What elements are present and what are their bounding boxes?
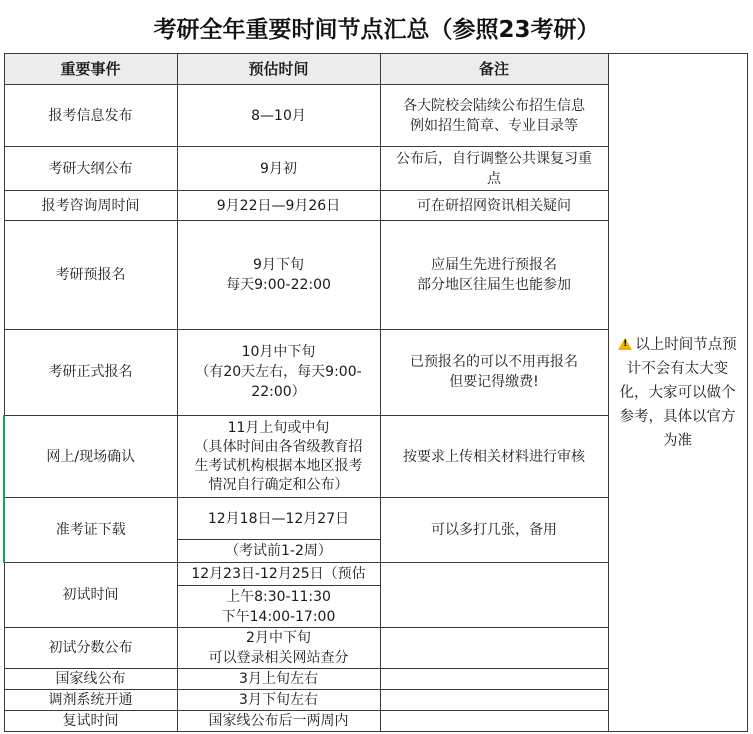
event-cell: 考研预报名 <box>4 221 177 329</box>
event-cell: 考研正式报名 <box>4 329 177 415</box>
event-cell: 复试时间 <box>4 710 177 731</box>
note-cell <box>380 627 608 668</box>
note-line: 公布后，自行调整公共课复习重 <box>396 150 592 167</box>
note-line: 可在研招网资讯相关疑问 <box>417 197 571 214</box>
event-cell: 准考证下载 <box>4 498 177 563</box>
time-line: 12月23日-12月25日（预估 <box>191 566 366 583</box>
table-header-row <box>4 54 747 85</box>
event-cell: 调剂系统开通 <box>4 689 177 710</box>
event-cell: 初试分数公布 <box>4 627 177 668</box>
note-line: 应届生先进行预报名 <box>431 257 557 274</box>
time-line: 2月中下旬 <box>246 629 311 646</box>
header-time: 预估时间 <box>177 54 380 85</box>
event-cell: 国家线公布 <box>4 668 177 689</box>
note-line: 已预报名的可以不用再报名 <box>410 354 578 371</box>
time-cell <box>177 540 380 563</box>
time-cell <box>177 147 380 191</box>
note-cell <box>380 191 608 221</box>
event-cell: 报考信息发布 <box>4 85 177 147</box>
note-line: 按要求上传相关材料进行审核 <box>403 448 585 465</box>
time-line: 9月下旬 <box>253 257 304 274</box>
time-line: （具体时间由各省级教育招 <box>194 438 363 455</box>
event-cell: 考研大纲公布 <box>4 147 177 191</box>
header-event: 重要事件 <box>4 54 177 85</box>
time-cell <box>177 668 380 689</box>
time-line: （考试前1-2周） <box>225 543 332 560</box>
note-line: 但要记得缴费! <box>449 374 539 391</box>
note-line: 部分地区往届生也能参加 <box>417 277 571 294</box>
note-line: 例如招生简章、专业目录等 <box>410 117 578 134</box>
time-line: 3月上旬左右 <box>239 670 318 687</box>
time-cell <box>177 689 380 710</box>
event-cell: 报考咨询周时间 <box>4 191 177 221</box>
event-cell: 网上/现场确认 <box>4 416 177 498</box>
event-cell: 初试时间 <box>4 563 177 627</box>
time-cell <box>177 586 380 627</box>
side-note-line: 参考，具体以官方 <box>619 408 736 425</box>
time-cell <box>177 563 380 586</box>
time-cell <box>177 221 380 329</box>
time-cell <box>177 416 380 498</box>
side-note-cell <box>608 54 747 732</box>
time-cell <box>177 710 380 731</box>
note-cell <box>380 416 608 498</box>
time-cell <box>177 498 380 540</box>
time-line: 12月18日—12月27日 <box>207 510 350 527</box>
note-cell <box>380 668 608 689</box>
time-line: 10月中下旬 <box>241 344 316 361</box>
header-note: 备注 <box>380 54 608 85</box>
note-line: 各大院校会陆续公布招生信息 <box>403 97 585 114</box>
note-cell <box>380 329 608 415</box>
time-line: （有20天左右，每天9:00- <box>195 364 362 381</box>
side-note-line: 以上时间节点预 <box>635 336 737 353</box>
note-cell <box>380 221 608 329</box>
side-note-line: 计不会有太大变 <box>626 360 729 377</box>
schedule-table <box>3 53 748 732</box>
note-line: 点 <box>487 170 501 187</box>
time-cell <box>177 329 380 415</box>
time-line: 9月初 <box>260 160 297 177</box>
side-note-line: 化，大家可以做个 <box>619 384 736 401</box>
note-cell <box>380 563 608 627</box>
note-line: 可以多打几张，备用 <box>431 522 557 539</box>
note-cell <box>380 147 608 191</box>
time-line: 生考试机构根据本地区报考 <box>194 457 363 474</box>
time-line: 上午8:30-11:30 <box>226 588 331 605</box>
note-cell <box>380 85 608 147</box>
time-cell <box>177 191 380 221</box>
time-line: 可以登录相关网站查分 <box>208 649 349 666</box>
time-line: 22:00） <box>251 384 306 401</box>
time-cell <box>177 627 380 668</box>
side-note-line: 为准 <box>663 432 692 449</box>
note-cell <box>380 498 608 563</box>
time-line: 9月22日—9月26日 <box>216 197 341 214</box>
time-line: 国家线公布后一两周内 <box>208 712 349 729</box>
time-line: 3月下旬左右 <box>239 691 318 708</box>
time-line: 下午14:00-17:00 <box>221 608 336 625</box>
time-line: 11月上旬或中旬 <box>227 419 330 436</box>
warning-icon <box>618 338 632 350</box>
note-cell <box>380 689 608 710</box>
time-line: 8—10月 <box>251 107 306 124</box>
time-line: 情况自行确定和公布） <box>208 476 349 493</box>
note-cell <box>380 710 608 731</box>
time-line: 每天9:00-22:00 <box>226 277 331 294</box>
time-cell <box>177 85 380 147</box>
page-title: 考研全年重要时间节点汇总（参照23考研） <box>153 17 600 43</box>
